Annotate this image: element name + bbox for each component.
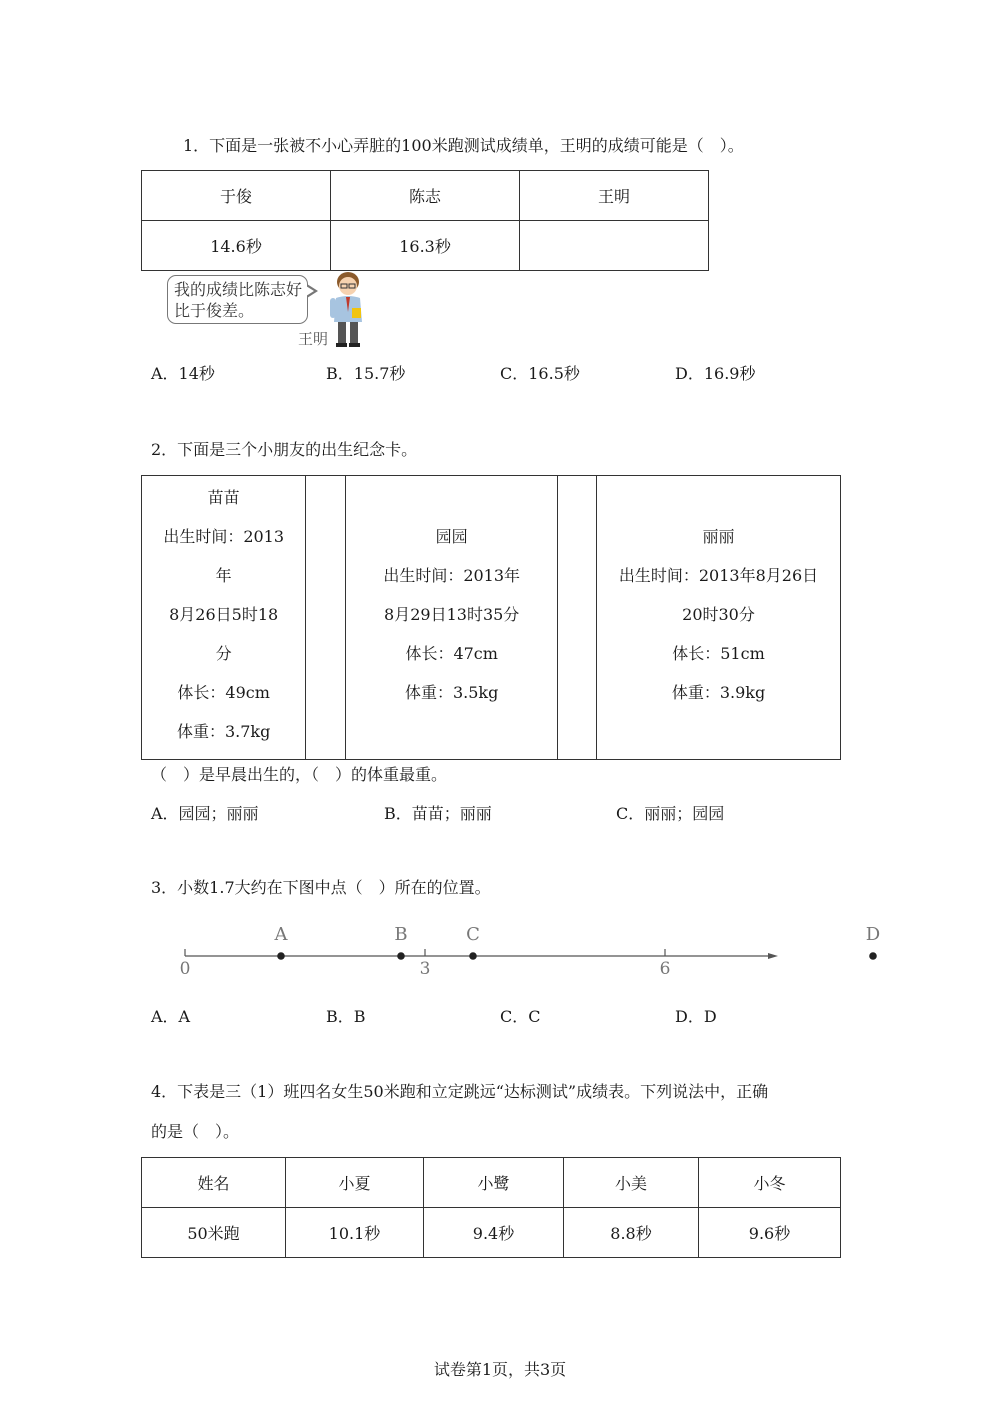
card-line: 出生时间：2013 bbox=[163, 527, 285, 546]
q2-option-c[interactable]: C．丽丽；园园 bbox=[616, 804, 725, 823]
number-line bbox=[170, 918, 881, 980]
q3-option-d[interactable]: D．D bbox=[675, 1007, 717, 1026]
q2-sub-question: （ ）是早晨出生的，（ ）的体重最重。 bbox=[151, 765, 448, 784]
number-line-point bbox=[869, 952, 877, 960]
boy-character-icon bbox=[326, 270, 370, 348]
card-line: 园园 bbox=[435, 527, 468, 546]
card-line: 体重：3.9kg bbox=[671, 683, 766, 702]
card-line: 苗苗 bbox=[207, 488, 240, 507]
q4-row-cell: 9.6秒 bbox=[699, 1208, 841, 1258]
q2-question: 2．下面是三个小朋友的出生纪念卡。 bbox=[151, 440, 418, 459]
card-line: 体重：3.5kg bbox=[404, 683, 499, 702]
number-line-tick-label: 3 bbox=[419, 959, 431, 979]
q1-value-cell-blank bbox=[520, 221, 709, 271]
card-line: 体长：47cm bbox=[405, 644, 498, 663]
number-line-point-label: D bbox=[865, 924, 881, 945]
q1-option-c[interactable]: C．16.5秒 bbox=[500, 364, 580, 383]
q1-question: 1．下面是一张被不小心弄脏的100米跑测试成绩单，王明的成绩可能是（ ）。 bbox=[183, 136, 744, 155]
card-line: 出生时间：2013年 bbox=[383, 566, 521, 585]
card-line: 体长：51cm bbox=[672, 644, 765, 663]
birth-card-miaomiao bbox=[142, 476, 306, 760]
card-line: 8月29日13时35分 bbox=[384, 605, 520, 624]
q4-header-cell: 小美 bbox=[564, 1158, 699, 1208]
q1-value-cell: 16.3秒 bbox=[331, 221, 520, 271]
q4-header-cell: 小夏 bbox=[286, 1158, 424, 1208]
q3-option-a[interactable]: A．A bbox=[151, 1007, 191, 1026]
card-line: 丽丽 bbox=[702, 527, 735, 546]
q4-header-cell: 小冬 bbox=[699, 1158, 841, 1208]
page-footer: 试卷第1页，共3页 bbox=[433, 1360, 567, 1379]
q4-header-cell: 小鹭 bbox=[424, 1158, 564, 1208]
q4-row-cell: 10.1秒 bbox=[286, 1208, 424, 1258]
number-line-point bbox=[277, 952, 285, 960]
q4-row-cell: 8.8秒 bbox=[564, 1208, 699, 1258]
q2-option-b[interactable]: B．苗苗；丽丽 bbox=[384, 804, 492, 823]
q4-row-cell: 9.4秒 bbox=[424, 1208, 564, 1258]
number-line-tick-label: 6 bbox=[659, 959, 671, 979]
number-line-tick-label: 0 bbox=[179, 959, 191, 979]
character-name: 王明 bbox=[298, 330, 329, 348]
q3-option-b[interactable]: B．B bbox=[326, 1007, 366, 1026]
speech-line: 我的成绩比陈志好 bbox=[174, 280, 303, 299]
number-line-point-label: C bbox=[466, 924, 480, 945]
q4-row-cell: 50米跑 bbox=[142, 1208, 286, 1258]
q4-question-line2: 的是（ ）。 bbox=[151, 1122, 240, 1141]
card-line: 年 bbox=[215, 566, 232, 585]
card-line: 8月26日5时18 bbox=[169, 605, 279, 624]
card-spacer bbox=[306, 476, 346, 760]
q1-option-a[interactable]: A．14秒 bbox=[151, 364, 215, 383]
card-line: 分 bbox=[215, 644, 232, 663]
q1-value-cell: 14.6秒 bbox=[142, 221, 331, 271]
q4-question-line1: 4．下表是三（1）班四名女生50米跑和立定跳远“达标测试”成绩表。下列说法中，正确 bbox=[151, 1082, 769, 1101]
q1-option-d[interactable]: D．16.9秒 bbox=[675, 364, 756, 383]
number-line-point bbox=[397, 952, 405, 960]
q3-option-c[interactable]: C．C bbox=[500, 1007, 541, 1026]
speech-line: 比于俊差。 bbox=[174, 301, 255, 320]
card-spacer bbox=[558, 476, 597, 760]
q1-header-cell: 王明 bbox=[520, 171, 709, 221]
card-line: 体长：49cm bbox=[177, 683, 270, 702]
card-line: 20时30分 bbox=[682, 605, 755, 624]
birth-card-yuanyuan bbox=[346, 476, 558, 760]
q1-option-b[interactable]: B．15.7秒 bbox=[326, 364, 406, 383]
number-line-point-label: B bbox=[394, 924, 408, 945]
card-line: 出生时间：2013年8月26日 bbox=[618, 566, 819, 585]
q2-option-a[interactable]: A．园园；丽丽 bbox=[151, 804, 259, 823]
q1-header-cell: 于俊 bbox=[142, 171, 331, 221]
q4-results-table bbox=[141, 1157, 841, 1258]
number-line-arrow-icon bbox=[768, 953, 778, 959]
speech-bubble bbox=[167, 275, 308, 324]
q4-header-cell: 姓名 bbox=[142, 1158, 286, 1208]
q3-question: 3．小数1.7大约在下图中点（ ）所在的位置。 bbox=[151, 878, 491, 897]
birth-card-lili bbox=[597, 476, 841, 760]
q1-header-cell: 陈志 bbox=[331, 171, 520, 221]
number-line-point-label: A bbox=[274, 924, 288, 945]
q2-birth-cards-table bbox=[141, 475, 841, 760]
number-line-point bbox=[469, 952, 477, 960]
q1-score-table bbox=[141, 170, 709, 271]
card-line: 体重：3.7kg bbox=[176, 722, 271, 741]
